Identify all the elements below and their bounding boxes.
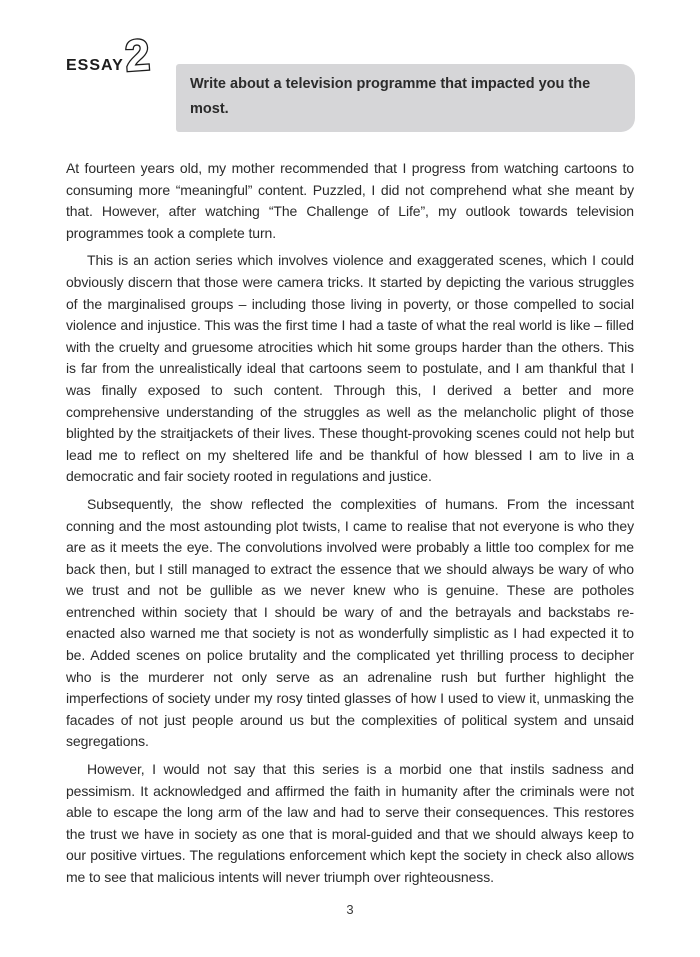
page-number: 3 bbox=[346, 902, 354, 917]
essay-number-badge bbox=[115, 24, 167, 81]
essay-paragraph-4: However, I would not say that this series is a morbid one that instils sadness and pessimism. It acknowledged and affirmed the faith in humanity after the criminals were not able to escape the long arm of the law and had to serve their consequences. This restores the trust we have in society as one that is moral-guided and that we should always keep to our positive virtues. The regulations enforcement which kept the society in check also allows me to see that malicious intents will never triumph over righteousness. bbox=[66, 761, 634, 885]
essay-number: 2 bbox=[123, 30, 152, 82]
essay-paragraph-2: This is an action series which involves violence and exaggerated scenes, which I could obviously discern that those were camera tricks. It started by depicting the various struggles of the marginalised groups – including those living in poverty, or those compelled to social violence and injustice. This was the first time I had a taste of what the real world is like – filled with the cruelty and gruesome atrocities which hit some groups harder than the others. This is far from the unrealistically ideal that cartoons seem to postulate, and I am thankful that I was finally exposed to such content. Through this, I derived a better and more comprehensive understanding of the struggles as well as the melancholic plight of those blighted by the straitjackets of their lives. These thought-provoking scenes could not help but lead me to reflect on my sheltered life and be thankful of how blessed I am to live in a democratic and fair society rooted in regulations and justice. bbox=[66, 252, 634, 485]
prompt-box bbox=[176, 64, 635, 132]
essay-paragraph-3: Subsequently, the show reflected the complexities of humans. From the incessant conning and the most astounding plot twists, I came to realise that not everyone is who they are as it meets the eye. The convolutions involved were probably a little too complex for me back then, but I still managed to extract the essence that we should always be wary of who we trust and not be gullible as we never knew who is genuine. These are potholes entrenched within society that I should be wary of and the betrayals and backstabs re-enacted also warned me that society is not as wonderfully simplistic as I had expected it to be. Added scenes on police brutality and the complicated yet thrilling process to decipher who is the murderer not only serve as an adrenaline rush but further highlight the imperfections of society under my rosy tinted glasses of how I used to view it, unmasking the facades of not just people around us but the complexities of political system and unsaid segregations. bbox=[66, 495, 634, 750]
essay-body bbox=[66, 158, 634, 895]
prompt-text: Write about a television programme that impacted you the most. bbox=[190, 76, 591, 117]
essay-label: ESSAY bbox=[66, 57, 124, 74]
essay-paragraph-1: At fourteen years old, my mother recommended that I progress from watching cartoons to consuming more “meaningful” content. Puzzled, I did not comprehend what she meant by that. However, after watching “The Challenge of Life”, my outlook towards television programmes took a complete turn. bbox=[66, 160, 634, 241]
